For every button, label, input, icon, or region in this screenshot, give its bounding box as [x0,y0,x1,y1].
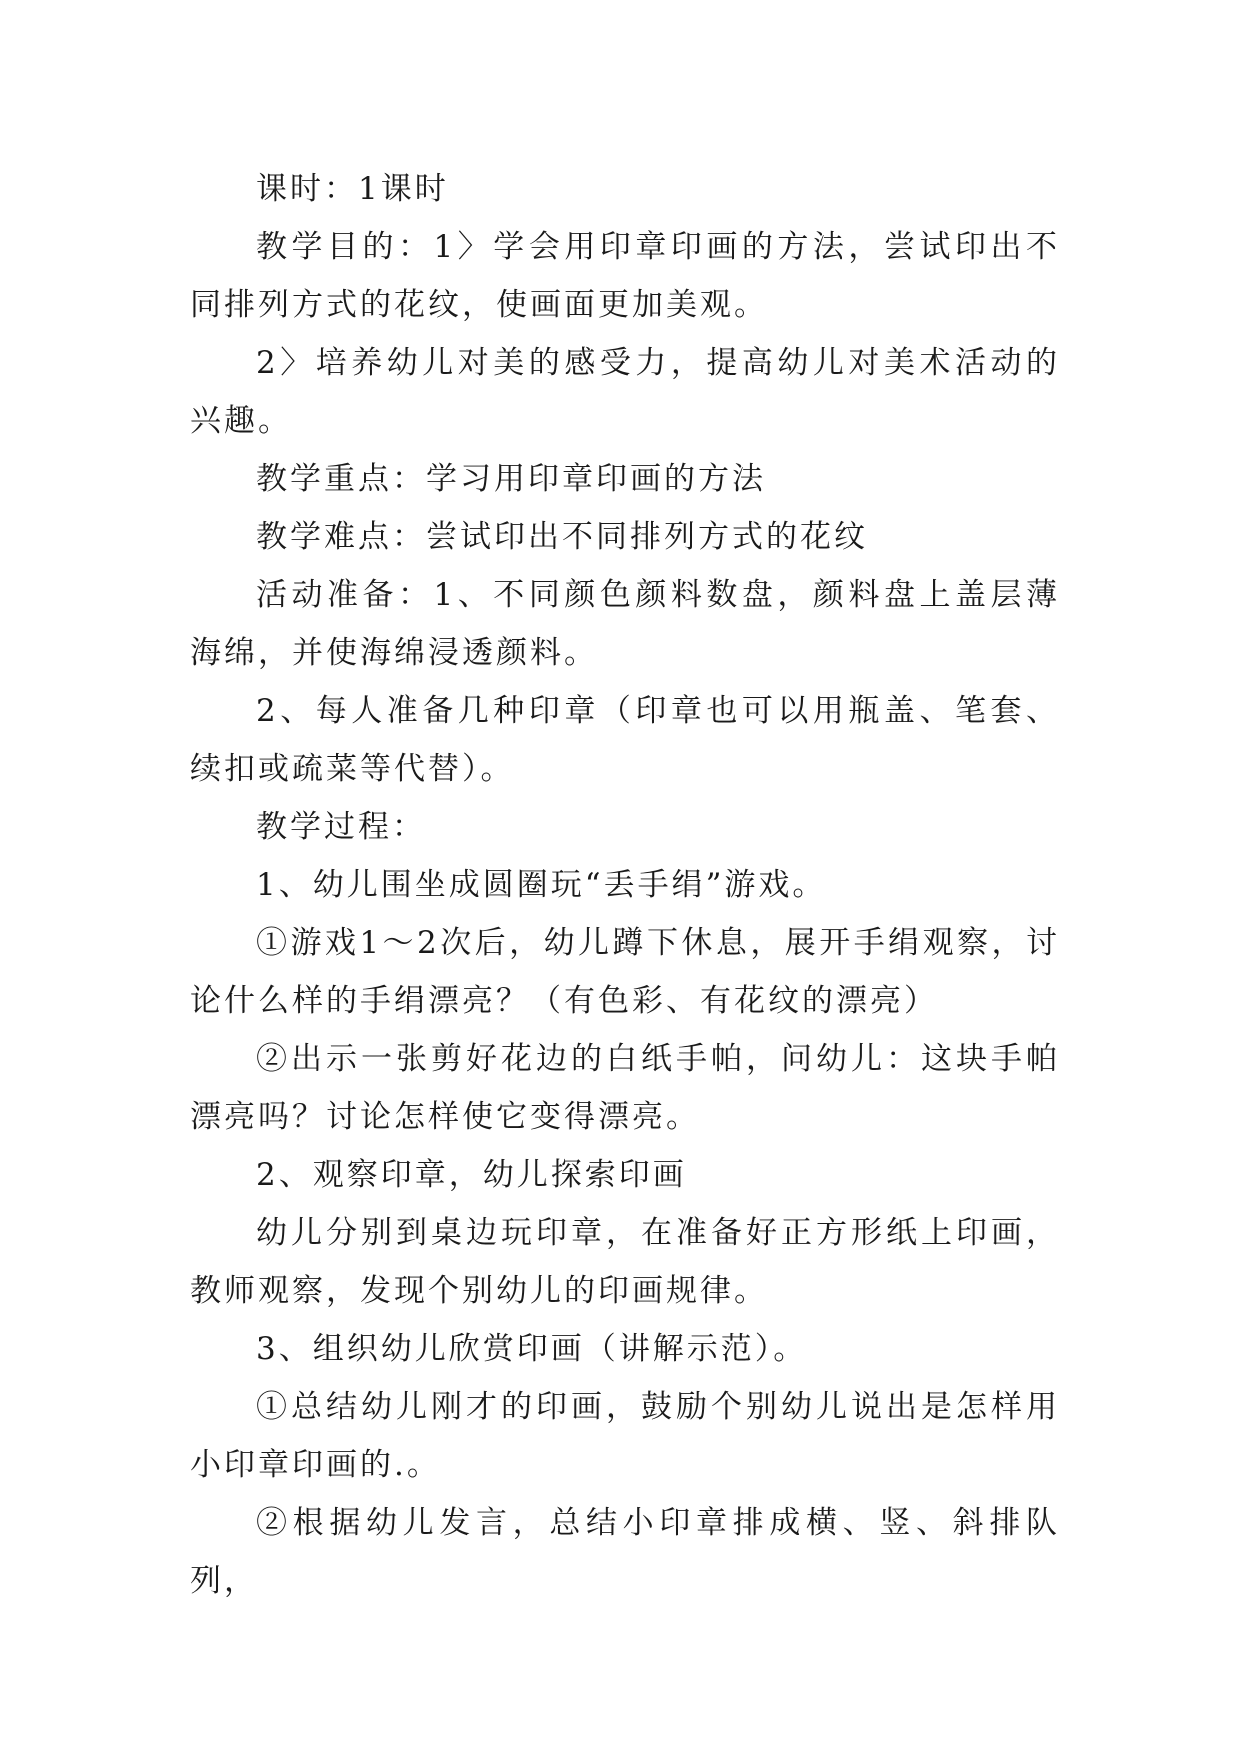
paragraph-class-hours: 课时：1课时 [256,171,449,207]
paragraph-step-1-b: ②出示一张剪好花边的白纸手帕，问幼儿：这块手帕漂亮吗？讨论怎样使它变得漂亮。 [190,1041,1060,1135]
paragraph-step-2-detail: 幼儿分别到桌边玩印章，在准备好正方形纸上印画，教师观察，发现个别幼儿的印画规律。 [190,1215,1060,1309]
paragraph-teaching-goal-1: 教学目的：1〉学会用印章印画的方法，尝试印出不同排列方式的花纹，使画面更加美观。 [190,229,1060,323]
paragraph-teaching-process-heading: 教学过程： [256,809,426,845]
paragraph-preparation-2: 2、每人准备几种印章（印章也可以用瓶盖、笔套、续扣或疏菜等代替）。 [190,693,1060,787]
paragraph-step-1-a: ①游戏1～2次后，幼儿蹲下休息，展开手绢观察，讨论什么样的手绢漂亮？（有色彩、有花纹的漂亮） [190,925,1060,1019]
paragraph-teaching-difficulty: 教学难点：尝试印出不同排列方式的花纹 [256,519,868,555]
document-body [190,160,1060,1610]
paragraph-teaching-goal-2: 2〉培养幼儿对美的感受力，提高幼儿对美术活动的兴趣。 [190,345,1060,439]
paragraph-step-3-b: ②根据幼儿发言，总结小印章排成横、竖、斜排队列， [190,1505,1060,1599]
paragraph-step-2: 2、观察印章，幼儿探索印画 [256,1157,687,1193]
paragraph-step-1: 1、幼儿围坐成圆圈玩“丢手绢”游戏。 [256,867,827,903]
paragraph-preparation-1: 活动准备：1、不同颜色颜料数盘，颜料盘上盖层薄海绵，并使海绵浸透颜料。 [190,577,1060,671]
paragraph-step-3-a: ①总结幼儿刚才的印画，鼓励个别幼儿说出是怎样用小印章印画的.。 [190,1389,1060,1483]
paragraph-step-3: 3、组织幼儿欣赏印画（讲解示范）。 [256,1331,808,1367]
paragraph-teaching-focus: 教学重点：学习用印章印画的方法 [256,461,766,497]
